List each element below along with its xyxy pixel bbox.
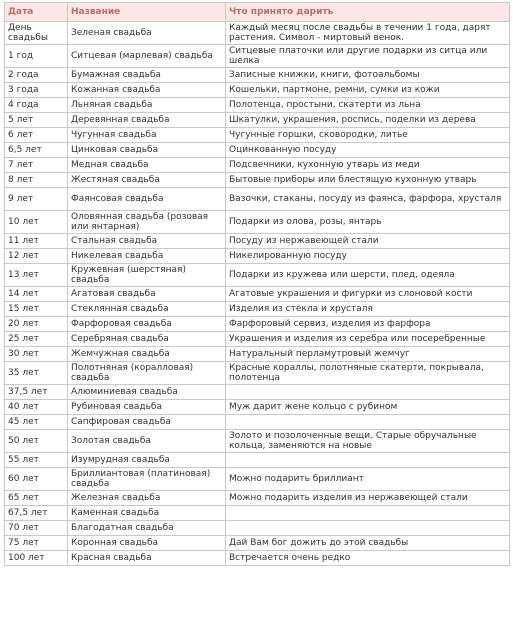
cell-name: Фарфоровая свадьба xyxy=(68,317,226,332)
cell-name: Жестяная свадьба xyxy=(68,173,226,188)
cell-date: 6,5 лет xyxy=(5,143,68,158)
cell-date: 30 лет xyxy=(5,347,68,362)
cell-name: Агатовая свадьба xyxy=(68,287,226,302)
cell-gift: Красные кораллы, полотняные скатерти, покрывала, полотенца xyxy=(226,362,510,385)
cell-date: 70 лет xyxy=(5,521,68,536)
table-row xyxy=(5,68,510,83)
cell-gift: Бытовые приборы или блестящую кухонную утварь xyxy=(226,173,510,188)
table-row xyxy=(5,287,510,302)
cell-gift: Натуральный перламутровый жемчуг xyxy=(226,347,510,362)
table-row xyxy=(5,453,510,468)
cell-name: Изумрудная свадьба xyxy=(68,453,226,468)
cell-gift: Муж дарит жене кольцо с рубином xyxy=(226,400,510,415)
table-row xyxy=(5,113,510,128)
cell-name: Алюминиевая свадьба xyxy=(68,385,226,400)
table-row xyxy=(5,128,510,143)
cell-date: 6 лет xyxy=(5,128,68,143)
cell-date: 1 год xyxy=(5,45,68,68)
header-gift: Что принято дарить xyxy=(226,3,510,22)
cell-name: Кружевная (шерстяная) свадьба xyxy=(68,264,226,287)
cell-gift: Каждый месяц после свадьбы в течении 1 года, дарят растения. Символ - миртовый венок. xyxy=(226,22,510,45)
cell-date: 100 лет xyxy=(5,551,68,566)
cell-name: Благодатная свадьба xyxy=(68,521,226,536)
cell-name: Зеленая свадьба xyxy=(68,22,226,45)
table-row xyxy=(5,188,510,211)
cell-gift: Подарки из кружева или шерсти, плед, одеяла xyxy=(226,264,510,287)
cell-name: Красная свадьба xyxy=(68,551,226,566)
cell-gift: Фарфоровый сервиз, изделия из фарфора xyxy=(226,317,510,332)
cell-name: Никелевая свадьба xyxy=(68,249,226,264)
cell-gift: Можно подарить изделия из нержавеющей стали xyxy=(226,491,510,506)
cell-gift: Шкатулки, украшения, роспись, поделки из дерева xyxy=(226,113,510,128)
cell-date: 25 лет xyxy=(5,332,68,347)
cell-gift: Можно подарить бриллиант xyxy=(226,468,510,491)
cell-date: 11 лет xyxy=(5,234,68,249)
cell-gift: Изделия из стекла и хрусталя xyxy=(226,302,510,317)
table-body xyxy=(5,22,510,566)
table-row xyxy=(5,234,510,249)
cell-name: Каменная свадьба xyxy=(68,506,226,521)
cell-name: Фаянсовая свадьба xyxy=(68,188,226,211)
table-row xyxy=(5,521,510,536)
cell-gift: Встречается очень редко xyxy=(226,551,510,566)
cell-name: Бумажная свадьба xyxy=(68,68,226,83)
cell-gift xyxy=(226,506,510,521)
cell-name: Жемчужная свадьба xyxy=(68,347,226,362)
cell-date: 10 лет xyxy=(5,211,68,234)
table-row xyxy=(5,400,510,415)
cell-name: Медная свадьба xyxy=(68,158,226,173)
table-row xyxy=(5,506,510,521)
cell-gift: Агатовые украшения и фигурки из слоновой кости xyxy=(226,287,510,302)
cell-gift xyxy=(226,521,510,536)
header-date: Дата xyxy=(5,3,68,22)
cell-name: Деревянная свадьба xyxy=(68,113,226,128)
table-row xyxy=(5,45,510,68)
cell-date: 75 лет xyxy=(5,536,68,551)
cell-name: Сапфировая свадьба xyxy=(68,415,226,430)
cell-gift xyxy=(226,453,510,468)
cell-gift: Полотенца, простыни, скатерти из льна xyxy=(226,98,510,113)
table-row xyxy=(5,362,510,385)
cell-date: 5 лет xyxy=(5,113,68,128)
table-row xyxy=(5,415,510,430)
cell-gift: Дай Вам бог дожить до этой свадьбы xyxy=(226,536,510,551)
cell-gift: Золото и позолоченные вещи. Старые обручальные кольца, заменяются на новые xyxy=(226,430,510,453)
table-row xyxy=(5,264,510,287)
cell-name: Стальная свадьба xyxy=(68,234,226,249)
table-row xyxy=(5,385,510,400)
cell-date: 7 лет xyxy=(5,158,68,173)
cell-date: 50 лет xyxy=(5,430,68,453)
cell-date: 4 года xyxy=(5,98,68,113)
header-row xyxy=(5,3,510,22)
cell-gift: Посуду из нержавеющей стали xyxy=(226,234,510,249)
cell-date: 55 лет xyxy=(5,453,68,468)
cell-date: 35 лет xyxy=(5,362,68,385)
cell-gift: Ситцевые платочки или другие подарки из ситца или шелка xyxy=(226,45,510,68)
cell-gift: Подсвечники, кухонную утварь из меди xyxy=(226,158,510,173)
table-row xyxy=(5,468,510,491)
table-row xyxy=(5,347,510,362)
cell-date: 9 лет xyxy=(5,188,68,211)
cell-name: Оловянная свадьба (розовая или янтарная) xyxy=(68,211,226,234)
table-row xyxy=(5,211,510,234)
table-row xyxy=(5,332,510,347)
table-row xyxy=(5,430,510,453)
table-row xyxy=(5,302,510,317)
cell-gift: Записные книжки, книги, фотоальбомы xyxy=(226,68,510,83)
cell-gift: Чугунные горшки, сковородки, литье xyxy=(226,128,510,143)
cell-name: Ситцевая (марлевая) свадьба xyxy=(68,45,226,68)
cell-name: Чугунная свадьба xyxy=(68,128,226,143)
cell-date: 67,5 лет xyxy=(5,506,68,521)
cell-name: Железная свадьба xyxy=(68,491,226,506)
cell-gift: Украшения и изделия из серебра или посеребренные xyxy=(226,332,510,347)
table-row xyxy=(5,249,510,264)
cell-name: Коронная свадьба xyxy=(68,536,226,551)
cell-gift: Вазочки, стаканы, посуду из фаянса, фарфора, хрусталя xyxy=(226,188,510,211)
table-row xyxy=(5,491,510,506)
cell-date: 60 лет xyxy=(5,468,68,491)
table-row xyxy=(5,317,510,332)
cell-name: Цинковая свадьба xyxy=(68,143,226,158)
cell-name: Льняная свадьба xyxy=(68,98,226,113)
cell-date: 14 лет xyxy=(5,287,68,302)
cell-date: 3 года xyxy=(5,83,68,98)
cell-date: 45 лет xyxy=(5,415,68,430)
anniversary-table xyxy=(4,2,510,566)
cell-gift: Подарки из олова, розы, янтарь xyxy=(226,211,510,234)
cell-date: 15 лет xyxy=(5,302,68,317)
cell-name: Кожанная свадьба xyxy=(68,83,226,98)
table-row xyxy=(5,158,510,173)
cell-gift xyxy=(226,385,510,400)
cell-name: Стеклянная свадьба xyxy=(68,302,226,317)
cell-gift: Оцинкованную посуду xyxy=(226,143,510,158)
cell-date: 12 лет xyxy=(5,249,68,264)
cell-gift: Никелированную посуду xyxy=(226,249,510,264)
cell-name: Полотняная (коралловая) свадьба xyxy=(68,362,226,385)
cell-name: Золотая свадьба xyxy=(68,430,226,453)
header-name: Название xyxy=(68,3,226,22)
table-row xyxy=(5,536,510,551)
table-row xyxy=(5,173,510,188)
table-row xyxy=(5,551,510,566)
cell-date: 2 года xyxy=(5,68,68,83)
cell-date: 13 лет xyxy=(5,264,68,287)
cell-gift: Кошельки, партмоне, ремни, сумки из кожи xyxy=(226,83,510,98)
cell-name: Бриллиантовая (платиновая) свадьба xyxy=(68,468,226,491)
cell-date: 40 лет xyxy=(5,400,68,415)
cell-date: 20 лет xyxy=(5,317,68,332)
cell-date: 8 лет xyxy=(5,173,68,188)
cell-name: Рубиновая свадьба xyxy=(68,400,226,415)
table-row xyxy=(5,98,510,113)
cell-date: 65 лет xyxy=(5,491,68,506)
cell-name: Серебряная свадьба xyxy=(68,332,226,347)
table-row xyxy=(5,22,510,45)
cell-date: День свадьбы xyxy=(5,22,68,45)
table-row xyxy=(5,143,510,158)
table-row xyxy=(5,83,510,98)
cell-date: 37,5 лет xyxy=(5,385,68,400)
cell-gift xyxy=(226,415,510,430)
